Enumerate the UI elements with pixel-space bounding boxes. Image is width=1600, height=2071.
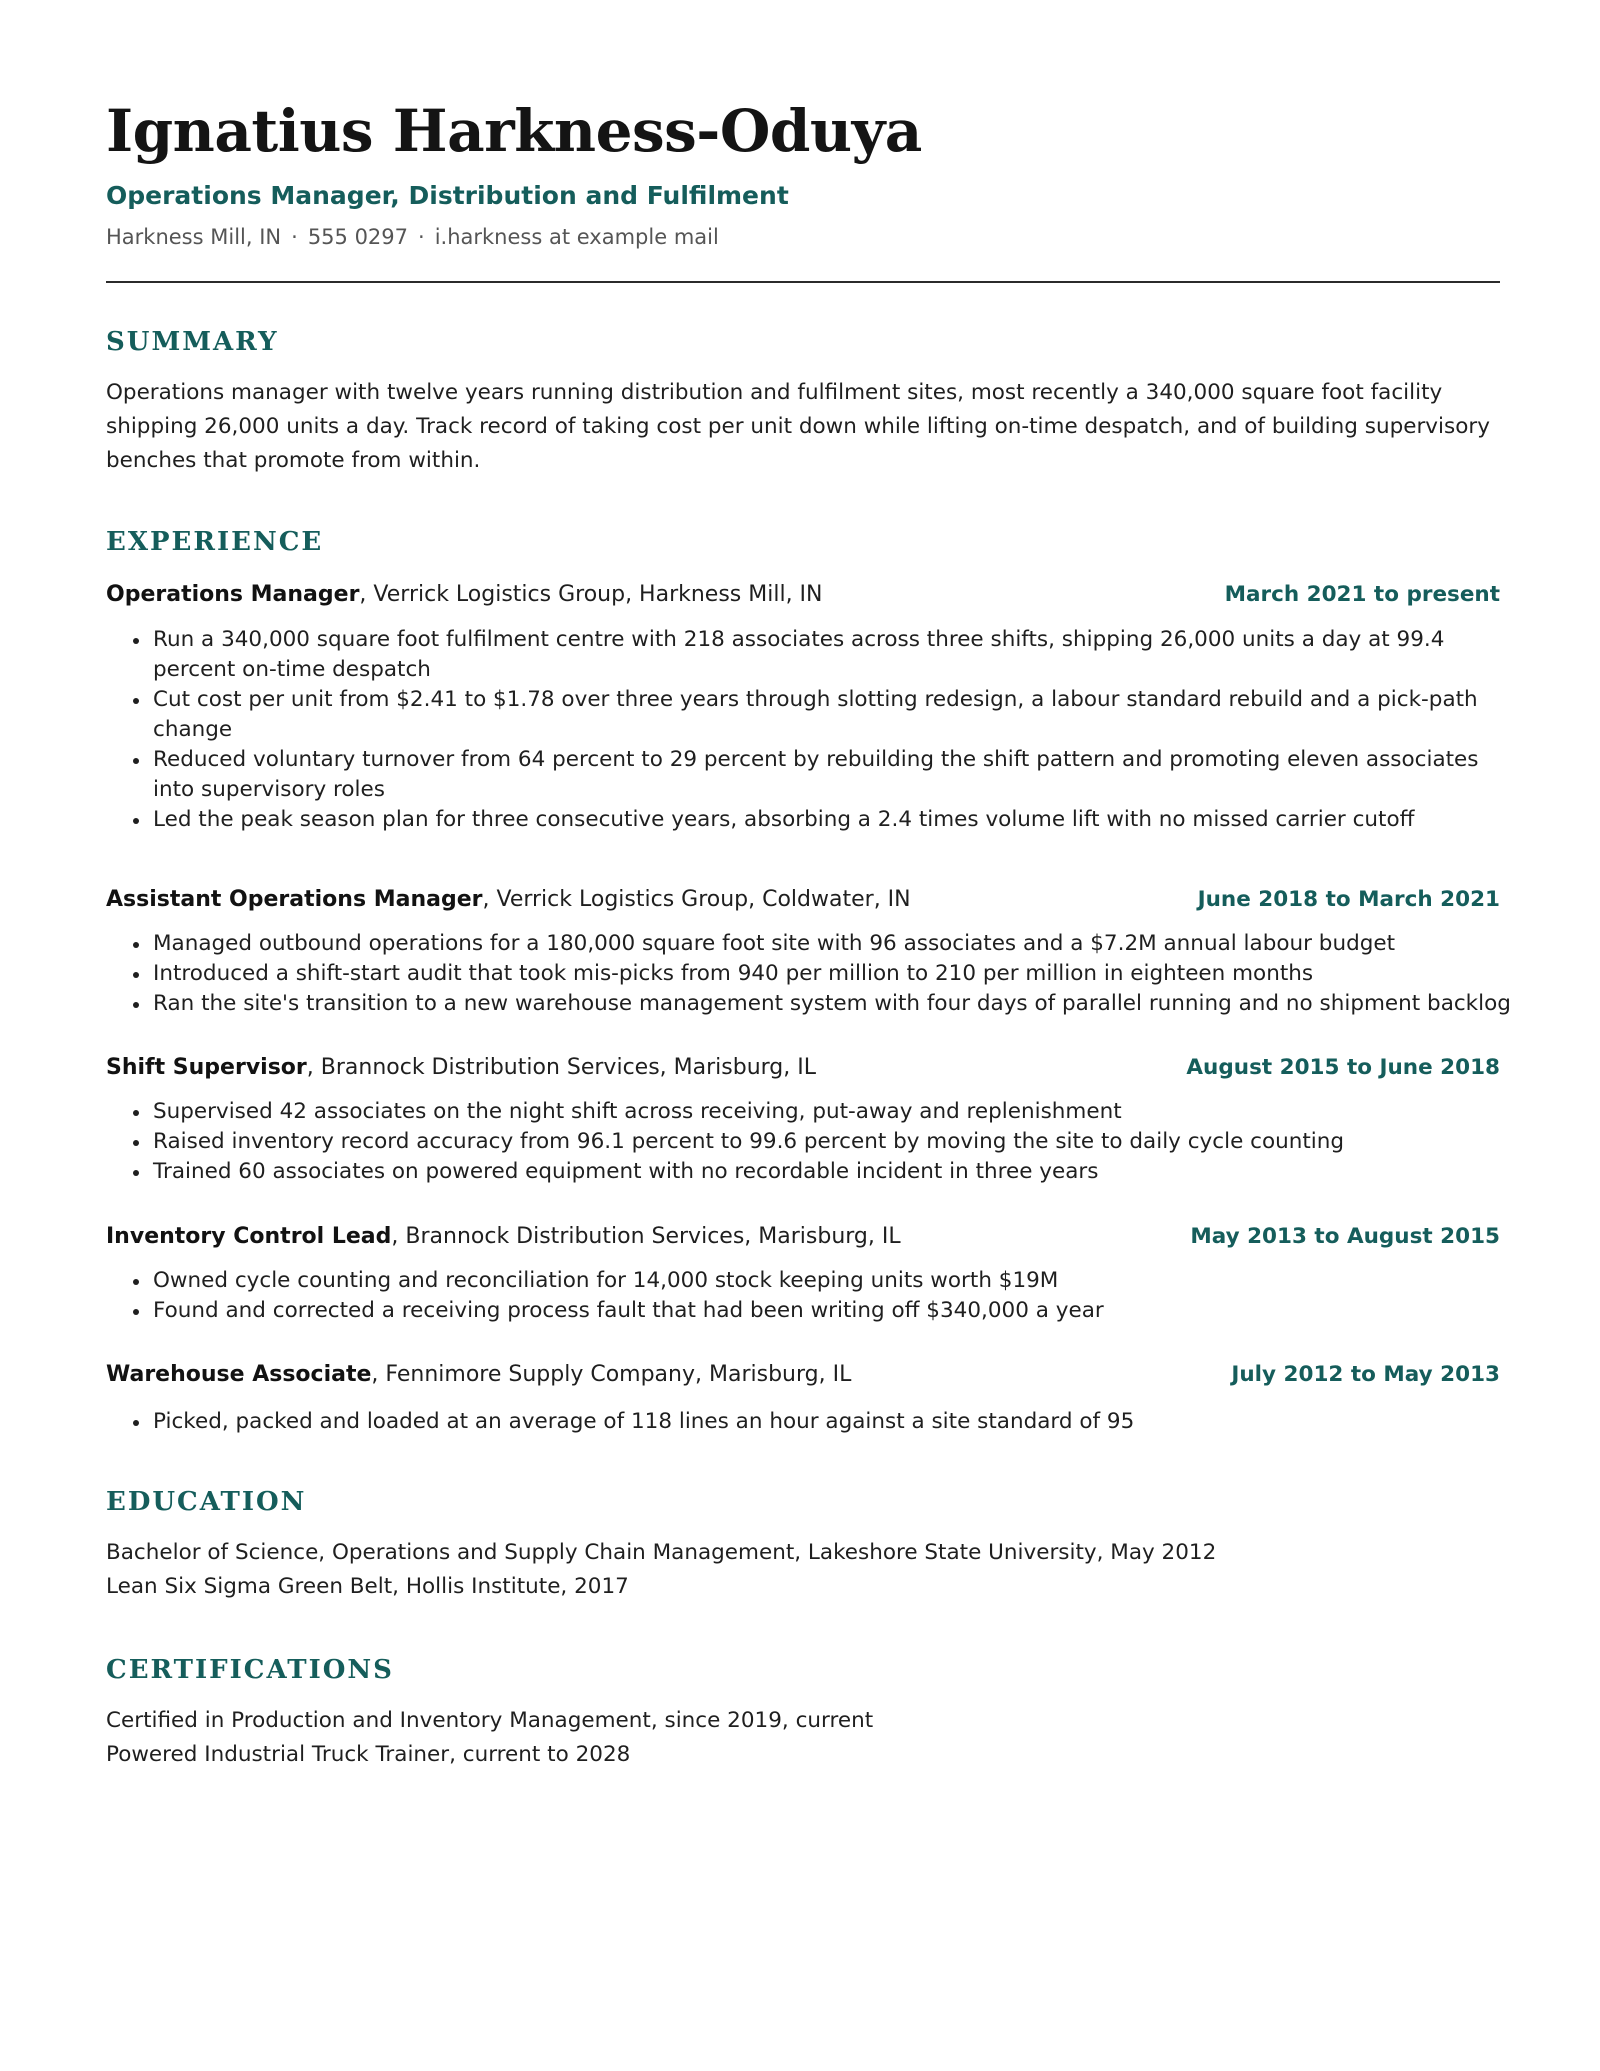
job-dates: August 2015 to June 2018 — [1186, 1055, 1500, 1080]
certifications-heading: CERTIFICATIONS — [106, 1655, 394, 1685]
certification-line: Certified in Production and Inventory Management, since 2019, current — [106, 1708, 874, 1733]
header-divider — [106, 281, 1500, 283]
job-bullet: Supervised 42 associates on the night shift across receiving, put-away and replenishment — [153, 1097, 1516, 1127]
job-bullet: Picked, packed and loaded at an average of 118 lines an hour against a site standard of 95 — [153, 1407, 1516, 1437]
job-bullet: Owned cycle counting and reconciliation for 14,000 stock keeping units worth $19M — [153, 1266, 1516, 1296]
job-bullet: Ran the site's transition to a new warehouse management system with four days of parallel running and no shipment backlog — [153, 989, 1516, 1019]
job-bullet: Introduced a shift-start audit that took mis-picks from 940 per million to 210 per million in eighteen months — [153, 959, 1516, 989]
job-dates: July 2012 to May 2013 — [1231, 1362, 1500, 1387]
job-employer: , Brannock Distribution Services, Marisburg, IL — [391, 1224, 901, 1249]
job-title: Warehouse Associate — [106, 1362, 372, 1387]
job-employer: , Fennimore Supply Company, Marisburg, IL — [371, 1362, 852, 1387]
job-employer: , Verrick Logistics Group, Coldwater, IN — [482, 887, 911, 912]
job-header — [106, 887, 1500, 917]
job-bullet: Led the peak season plan for three consecutive years, absorbing a 2.4 times volume lift with no missed carrier cutoff — [153, 805, 1516, 835]
job-title: Inventory Control Lead — [106, 1224, 392, 1249]
education-line: Bachelor of Science, Operations and Supply Chain Management, Lakeshore State University, May 2012 — [106, 1540, 1217, 1565]
job-bullet: Run a 340,000 square foot fulfilment centre with 218 associates across three shifts, shipping 26,000 units a day at 99.4 percent on-time despatch — [153, 625, 1516, 685]
job-dates: March 2021 to present — [1224, 582, 1500, 607]
summary-heading: SUMMARY — [106, 327, 279, 357]
job-dates: June 2018 to March 2021 — [1197, 887, 1500, 912]
job-title: Assistant Operations Manager — [106, 887, 483, 912]
job-bullet: Reduced voluntary turnover from 64 percent to 29 percent by rebuilding the shift pattern and promoting eleven associates into supervisory roles — [153, 745, 1516, 805]
experience-heading: EXPERIENCE — [106, 527, 324, 557]
job-header — [106, 1055, 1500, 1085]
job-employer: , Brannock Distribution Services, Marisburg, IL — [306, 1055, 816, 1080]
contact-line — [106, 225, 719, 249]
job-bullets — [106, 625, 1516, 835]
job-bullets — [106, 1266, 1516, 1326]
job-bullets — [106, 1097, 1516, 1187]
job-title: Operations Manager — [106, 582, 360, 607]
job-bullet: Found and corrected a receiving process fault that had been writing off $340,000 a year — [153, 1296, 1516, 1326]
job-bullet: Cut cost per unit from $2.41 to $1.78 over three years through slotting redesign, a labour standard rebuild and a pick-path change — [153, 685, 1516, 745]
job-bullets — [106, 1407, 1516, 1437]
candidate-name: Ignatius Harkness-Oduya — [106, 97, 922, 165]
job-bullets — [106, 929, 1516, 1019]
job-header — [106, 1362, 1500, 1392]
certification-line: Powered Industrial Truck Trainer, current to 2028 — [106, 1742, 631, 1767]
contact-separator: · — [291, 225, 298, 249]
contact-location: Harkness Mill, IN — [106, 225, 282, 249]
education-line: Lean Six Sigma Green Belt, Hollis Institute, 2017 — [106, 1574, 629, 1599]
contact-email: i.harkness at example mail — [434, 225, 719, 249]
job-employer: , Verrick Logistics Group, Harkness Mill, IN — [359, 582, 823, 607]
job-dates: May 2013 to August 2015 — [1190, 1224, 1500, 1249]
job-bullet: Managed outbound operations for a 180,000 square foot site with 96 associates and a $7.2M annual labour budget — [153, 929, 1516, 959]
job-bullet: Raised inventory record accuracy from 96.1 percent to 99.6 percent by moving the site to daily cycle counting — [153, 1127, 1516, 1157]
job-header — [106, 582, 1500, 612]
job-bullet: Trained 60 associates on powered equipment with no recordable incident in three years — [153, 1157, 1516, 1187]
education-heading: EDUCATION — [106, 1487, 307, 1517]
job-header — [106, 1224, 1500, 1254]
summary-text: Operations manager with twelve years running distribution and fulfilment sites, most recently a 340,000 square foot facility shipping 26,000 units a day. Track record of taking cost per unit down while lifting on-time despatch, and of building supervisory benches that promote from within. — [106, 380, 1490, 473]
job-title: Shift Supervisor — [106, 1055, 307, 1080]
contact-separator: · — [418, 225, 425, 249]
contact-phone: 555 0297 — [307, 225, 409, 249]
candidate-headline: Operations Manager, Distribution and Fulfilment — [106, 181, 789, 210]
